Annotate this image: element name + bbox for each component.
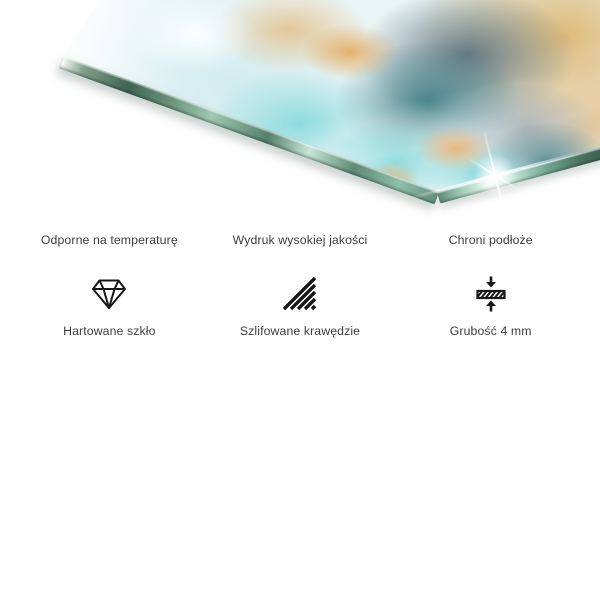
thickness-icon xyxy=(469,271,513,317)
feature-polished-edges xyxy=(205,271,396,338)
diamond-icon xyxy=(87,271,131,317)
feature-label: Hartowane szkło xyxy=(63,324,156,339)
feature-label: Szlifowane krawędzie xyxy=(239,324,361,339)
feature-thickness xyxy=(395,271,586,338)
feature-label: Grubość 4 mm xyxy=(449,324,532,339)
feature-label: Odporne na temperaturę xyxy=(40,233,178,248)
polished-edges-icon xyxy=(278,271,322,317)
feature-tempered-glass xyxy=(14,271,205,338)
feature-label: Wydruk wysokiej jakości xyxy=(232,233,368,248)
feature-label: Chroni podłoże xyxy=(448,233,533,248)
product-hero-image xyxy=(0,0,600,232)
